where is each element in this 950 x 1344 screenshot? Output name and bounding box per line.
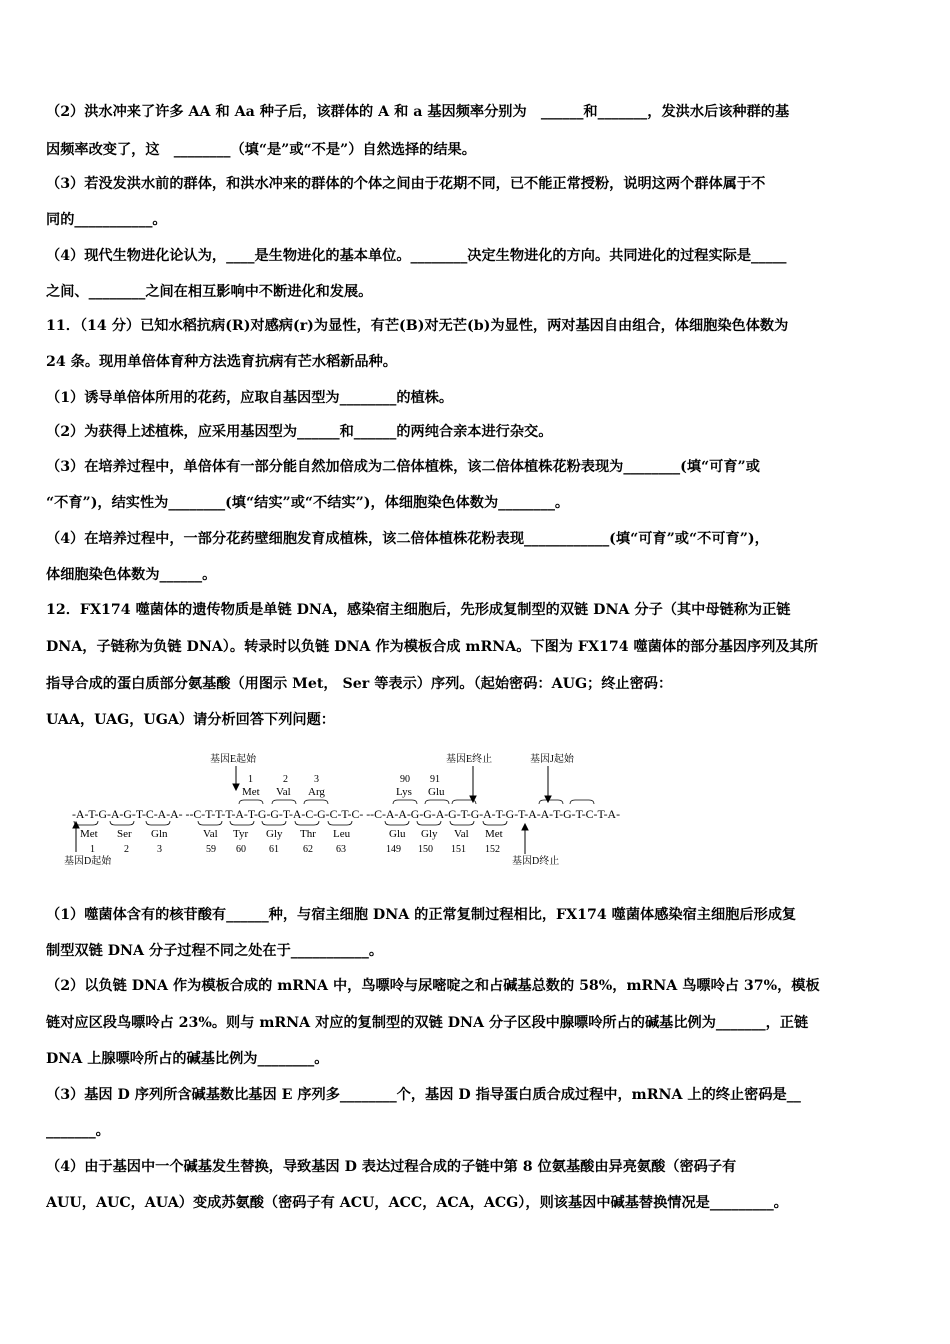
q12-part2-line3: DNA 上腺嘌呤所占的碱基比例为________。	[46, 1051, 329, 1067]
gene-d-start-label: 基因D起始	[64, 856, 112, 867]
q11-part3-line1: （3）在培养过程中，单倍体有一部分能自然加倍成为二倍体植株，该二倍体植株花粉表现为________(填“可育”或	[46, 459, 760, 475]
bottom-num: 152	[485, 844, 500, 855]
top-num: 1	[248, 774, 253, 785]
top-num: 2	[283, 774, 288, 785]
gene-j-start-label: 基因J起始	[530, 754, 574, 765]
top-num: 91	[430, 774, 440, 785]
q12-part2-line1: （2）以负链 DNA 作为模板合成的 mRNA 中，鸟嘌呤与尿嘧啶之和占碱基总数的 58%，mRNA 鸟嘌呤占 37%，模板	[46, 978, 820, 994]
bottom-aa: Tyr	[233, 828, 249, 840]
bottom-aa: Val	[454, 828, 469, 840]
bottom-num: 151	[451, 844, 466, 855]
q12-part1-line2: 制型双链 DNA 分子过程不同之处在于___________。	[46, 943, 384, 959]
bottom-num: 60	[236, 844, 246, 855]
bottom-num: 150	[418, 844, 433, 855]
q12-part4-line1: （4）由于基因中一个碱基发生替换，导致基因 D 表达过程合成的子链中第 8 位氨基酸由异亮氨酸（密码子有	[46, 1159, 737, 1175]
bottom-num: 2	[124, 844, 129, 855]
q12-part3-line2: _______。	[46, 1123, 110, 1139]
top-num: 3	[314, 774, 319, 785]
q12-part2-line2: 链对应区段鸟嘌呤占 23%。则与 mRNA 对应的复制型的双链 DNA 分子区段中腺嘌呤所占的碱基比例为_______，正链	[46, 1015, 809, 1031]
q11-stem-line2: 24 条。现用单倍体育种方法选育抗病有芒水稻新品种。	[46, 354, 397, 370]
dna-sequence: -A-T-G-A-G-T-C-A-A- --C-T-T-T-A-T-G-G-T-A-C-G-C-T-C- --C-A-A-G-G-A-G-T-G-A-T-G-T-A-A-T-G-T-C-T-A-	[72, 807, 620, 821]
bottom-aa: Thr	[300, 828, 316, 840]
bottom-aa: Glu	[389, 828, 406, 840]
q10-part3-line2: 同的___________。	[46, 212, 167, 228]
gene-d-end-label: 基因D终止	[512, 856, 560, 867]
q10-part3-line1: （3）若没发洪水前的群体，和洪水冲来的群体的个体之间由于花期不同，已不能正常授粉，说明这两个群体属于不	[46, 176, 766, 192]
q12-stem-line2: DNA，子链称为负链 DNA）。转录时以负链 DNA 作为模板合成 mRNA。下图为 FX174 噬菌体的部分基因序列及其所	[46, 639, 818, 655]
q12-part3-line1: （3）基因 D 序列所含碱基数比基因 E 序列多________个，基因 D 指导蛋白质合成过程中，mRNA 上的终止密码是__	[46, 1087, 801, 1103]
q11-stem-line1: 11．（14 分）已知水稻抗病(R)对感病(r)为显性，有芒(B)对无芒(b)为显性，两对基因自由组合，体细胞染色体数为	[46, 318, 789, 334]
top-codon-brackets	[239, 800, 594, 804]
top-aa: Glu	[428, 786, 445, 798]
bottom-aa: Leu	[333, 828, 351, 840]
q12-part4-line2: AUU，AUC，AUA）变成苏氨酸（密码子有 ACU，ACC，ACA，ACG），则该基因中碱基替换情况是_________。	[46, 1195, 788, 1211]
q10-part4-line1: （4）现代生物进化论认为，____是生物进化的基本单位。________决定生物进化的方向。共同进化的过程实际是_____	[46, 248, 787, 264]
bottom-num: 149	[386, 844, 401, 855]
bottom-aa: Gln	[151, 828, 168, 840]
q10-part4-line2: 之间、________之间在相互影响中不断进化和发展。	[46, 284, 373, 300]
gene-e-start-label: 基因E起始	[210, 754, 257, 765]
top-aa: Met	[242, 786, 260, 798]
q12-stem-line1: 12．FX174 噬菌体的遗传物质是单链 DNA，感染宿主细胞后，先形成复制型的双链 DNA 分子（其中母链称为正链	[46, 602, 791, 618]
top-aa: Val	[276, 786, 291, 798]
q12-stem-line3: 指导合成的蛋白质部分氨基酸（用图示 Met， Ser 等表示）序列。（起始密码：AUG；终止密码：	[46, 676, 673, 692]
top-aa: Arg	[308, 786, 325, 798]
bottom-aa: Gly	[421, 828, 438, 840]
bottom-num: 61	[269, 844, 279, 855]
bottom-num: 63	[336, 844, 346, 855]
q11-part3-line2: “不育”)，结实性为________(填“结实”或“不结实”)，体细胞染色体数为________。	[46, 495, 570, 511]
q12-stem-line4: UAA，UAG，UGA）请分析回答下列问题：	[46, 712, 335, 728]
bottom-aa: Val	[203, 828, 218, 840]
bottom-aa: Met	[485, 828, 503, 840]
bottom-aa: Met	[80, 828, 98, 840]
bottom-num: 62	[303, 844, 313, 855]
bottom-aa: Gly	[266, 828, 283, 840]
bottom-num: 1	[90, 844, 95, 855]
q11-part2: （2）为获得上述植株，应采用基因型为______和______的两纯合亲本进行杂交。	[46, 424, 553, 440]
q12-part1-line1: （1）噬菌体含有的核苷酸有______种，与宿主细胞 DNA 的正常复制过程相比，FX174 噬菌体感染宿主细胞后形成复	[46, 907, 797, 923]
q10-part2-line2: 因频率改变了，这 ________（填“是”或“不是”）自然选择的结果。	[46, 142, 476, 158]
top-num: 90	[400, 774, 410, 785]
q10-part2-line1: （2）洪水冲来了许多 AA 和 Aa 种子后，该群体的 A 和 a 基因频率分别为 ______和_______，发洪水后该种群的基	[46, 104, 790, 120]
top-aa: Lys	[396, 786, 412, 798]
gene-sequence-figure	[60, 748, 620, 870]
q11-part4-line2: 体细胞染色体数为______。	[46, 567, 217, 583]
bottom-num: 59	[206, 844, 216, 855]
gene-e-end-label: 基因E终止	[446, 754, 493, 765]
bottom-aa: Ser	[117, 828, 132, 840]
q11-part4-line1: （4）在培养过程中，一部分花药壁细胞发育成植株，该二倍体植株花粉表现____________(填“可育”或“不可育”)，	[46, 531, 769, 547]
bottom-num: 3	[157, 844, 162, 855]
bottom-codon-brackets	[74, 821, 507, 825]
q11-part1: （1）诱导单倍体所用的花药，应取自基因型为________的植株。	[46, 390, 454, 406]
